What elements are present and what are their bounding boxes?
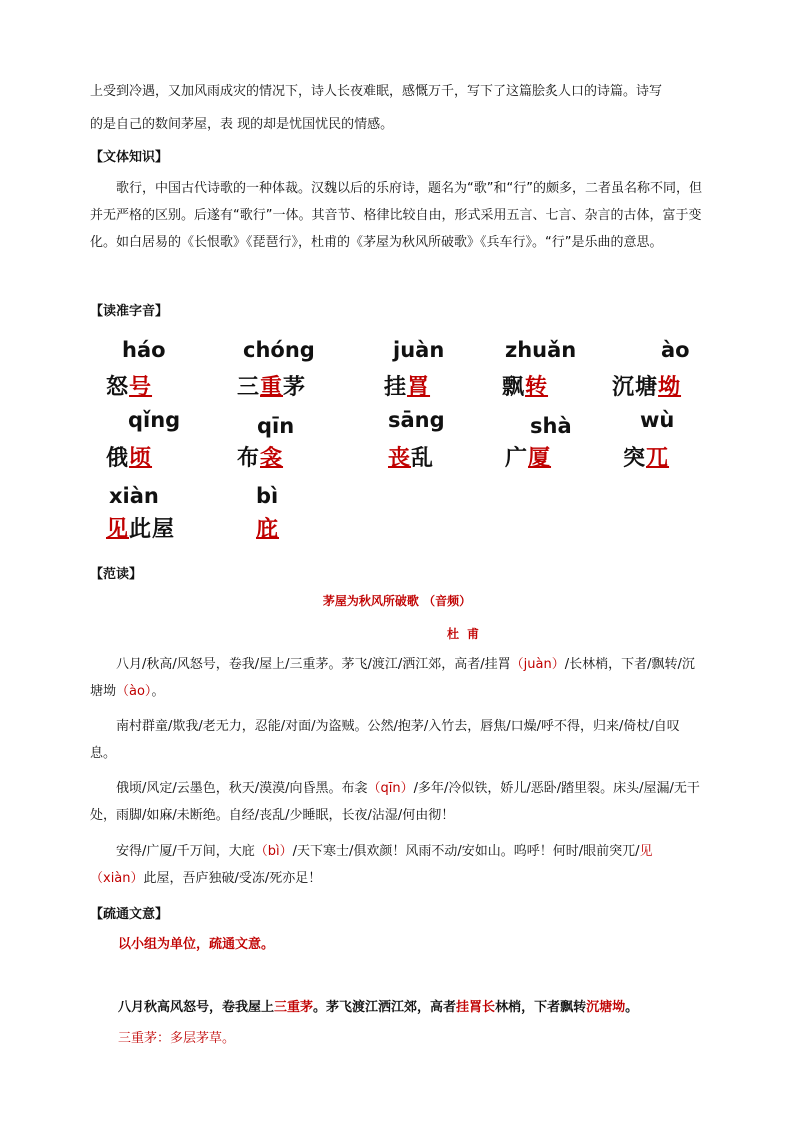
pinyin-ao: ào xyxy=(661,338,690,362)
pinyin-zhuan: zhuǎn xyxy=(505,338,577,362)
word-gua-juan: 挂罥 xyxy=(384,375,431,400)
pinyin-xian: xiàn xyxy=(109,484,159,508)
pinyin-hao: háo xyxy=(122,338,166,362)
pinyin-qing: qǐng xyxy=(128,408,181,432)
shutong-note: 三重茅：多层茅草。 xyxy=(118,1031,236,1046)
poem-author: 杜甫 xyxy=(447,627,488,641)
pinyin-qin: qīn xyxy=(257,414,295,438)
poem-stanza-3: 俄顷/风定/云墨色，秋天/漠漠/向昏黑。布衾（qīn）/多年/冷似铁，娇儿/恶卧/踏里裂。床头/屋漏/无干处，雨脚/如麻/未断绝。自经/丧乱/少睡眠，长夜/沾湿/何由彻！ xyxy=(90,781,700,823)
poem-stanza-2: 南村群童/欺我/老无力，忍能/对面/为盗贼。公然/抱茅/入竹去，唇焦/口燥/呼不得，归来/倚杖/自叹息。 xyxy=(90,719,680,761)
wenti-paragraph: 歌行，中国古代诗歌的一种体裁。汉魏以后的乐府诗，题名为“歌”和“行”的颇多，二者虽名称不同，但并无严格的区别。后遂有“歌行”一体。其音节、格律比较自由，形式采用五言、七言、杂言的古体，富于变化。如白居易的《长恨歌》《琵琶行》，杜甫的《茅屋为秋风所破歌》《兵车行》。“行”是乐曲的意思。 xyxy=(90,181,702,250)
word-nu-hao: 怒号 xyxy=(106,375,153,400)
word-xian-ci-wu: 见此屋 xyxy=(106,517,176,542)
word-bu-qin: 布衾 xyxy=(237,446,284,471)
word-bi: 庇 xyxy=(256,517,280,542)
pinyin-sha: shà xyxy=(530,414,572,438)
word-tu-wu: 突兀 xyxy=(623,446,670,471)
intro-line-2: 的是自己的数间茅屋，表 现的却是忧国忧民的情感。 xyxy=(90,117,394,132)
section-heading-shutong: 【疏通文意】 xyxy=(90,907,169,922)
pinyin-juan: juàn xyxy=(393,338,445,362)
word-piao-zhuan: 飘转 xyxy=(502,375,549,400)
word-sang-luan: 丧乱 xyxy=(388,446,435,471)
word-e-qing: 俄顷 xyxy=(106,446,153,471)
section-heading-wenti: 【文体知识】 xyxy=(90,150,169,165)
word-chen-tang-ao: 沉塘坳 xyxy=(612,375,682,400)
word-guang-sha: 广厦 xyxy=(505,446,552,471)
intro-line-1: 上受到冷遇，又加风雨成灾的情况下，诗人长夜难眠，感慨万千，写下了这篇脍炙人口的诗篇。诗写 xyxy=(90,84,663,99)
poem-stanza-4: 安得/广厦/千万间，大庇（bì）/天下寒士/俱欢颜！风雨不动/安如山。呜呼！何时/眼前突兀/见（xiàn）此屋，吾庐独破/受冻/死亦足！ xyxy=(90,844,653,886)
shutong-line: 八月秋高风怒号，卷我屋上三重茅。茅飞渡江洒江郊，高者挂罥长林梢，下者飘转沉塘坳。 xyxy=(118,1000,639,1015)
pinyin-chong: chóng xyxy=(243,338,315,362)
pinyin-wu: wù xyxy=(640,408,675,432)
pinyin-bi: bì xyxy=(256,484,279,508)
section-heading-duzhun: 【读准字音】 xyxy=(90,304,169,319)
poem-title: 茅屋为秋风所破歌 （音频） xyxy=(322,594,472,608)
section-heading-fandu: 【范读】 xyxy=(90,567,143,582)
shutong-task: 以小组为单位，疏通文意。 xyxy=(118,937,275,952)
poem-stanza-1: 八月/秋高/风怒号，卷我/屋上/三重茅。茅飞/渡江/洒江郊，高者/挂罥（juàn）/长林梢，下者/飘转/沉塘坳（ào）。 xyxy=(90,657,695,699)
word-san-chong-mao: 三重茅 xyxy=(237,375,307,400)
pinyin-sang: sāng xyxy=(388,408,445,432)
